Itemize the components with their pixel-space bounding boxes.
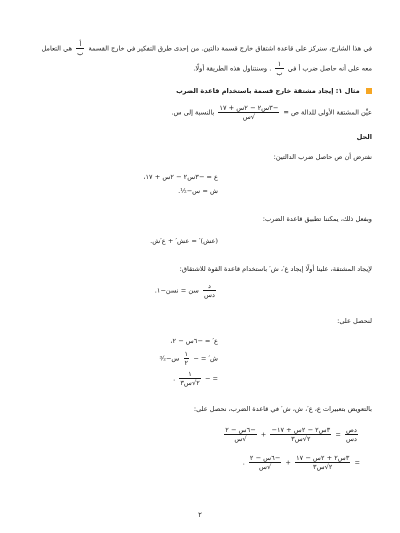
result-line-2: = $\frac{\text{٣س٢ + ٢س − ١٧}}{\text{٢√س٣}}$ + $\frac{\text{−٦س − ٢}}{\text{√س}}$ . — [242, 454, 360, 471]
fraction-numerator: −٦س − ٢ — [249, 454, 281, 462]
question-text-end: بالنسبة إلى س. — [171, 108, 215, 117]
h-prime-end: . — [173, 374, 176, 383]
fraction-numerator: أ — [76, 40, 84, 49]
result-2-term-a — [295, 454, 350, 471]
intro-text-2: معه على أنه حاصل ضرب أ في — [287, 64, 372, 73]
h-prime-step-2: = − $\frac{١}{\text{٢√س٣}}$ . — [173, 370, 218, 387]
g-prime: ع′ = −٦س − ٢، — [170, 337, 218, 345]
question-function-fraction — [218, 104, 279, 121]
fraction-denominator: √س — [234, 435, 247, 443]
result-1-term-b — [224, 426, 256, 443]
product-rule-formula: (عش)′ = عش′ + ع′ش. — [150, 237, 218, 245]
substitute-text: بالتعويض بتعبيرات ع، ع′، ش، ش′ في قاعدة الضرب، نحصل على: — [193, 405, 372, 413]
intro-line-1 — [28, 40, 372, 57]
h-prime-power: س−³⁄₂ — [159, 354, 180, 363]
h-prime-fraction — [179, 370, 200, 387]
page-number: ٢ — [198, 511, 202, 519]
fraction-denominator: √س — [258, 463, 272, 471]
fraction-denominator: ٢√س٣ — [180, 379, 200, 387]
power-rule-formula — [155, 282, 218, 299]
intro-fraction-a-over-b — [76, 40, 84, 57]
result-2-term-b — [249, 454, 281, 471]
fraction-denominator: دس — [204, 291, 215, 299]
fraction-numerator: دص — [346, 426, 357, 434]
fraction-denominator: دس — [346, 435, 357, 443]
fraction-numerator: ٣س٢ + ٢س − ١٧ — [296, 454, 350, 462]
h-prime-lhs: ش′ = − — [193, 354, 218, 363]
result-2-end: . — [242, 458, 245, 467]
fraction-numerator: ٣س٢ − ٢س + ١٧− — [271, 426, 331, 434]
fraction-numerator: ١ — [184, 350, 189, 358]
d-dx-operator — [203, 282, 216, 299]
question-text-start: عيِّن المشتقة الأولى للدالة ص = — [283, 108, 372, 117]
solution-assume: نفترض أن ص حاصل ضرب الدالتين: — [273, 153, 372, 161]
find-derivatives-text: لإيجاد المشتقة، علينا أولًا إيجاد ع′، ش′ باستخدام قاعدة القوة للاشتقاق: — [179, 265, 372, 273]
fraction-numerator: −٣س٢ − ٢س + ١٧ — [219, 104, 279, 112]
result-line-1: $\frac{\text{دص}}{\text{دس}}$ = $\frac{\text{٣س٢ − ٢س + ١٧−}}{\text{٢√س٣}}$ + $\frac{\text{−٦س − ٢}}{\text{√س}}$ — [225, 426, 357, 443]
fraction-denominator: ب — [276, 69, 283, 77]
h-prime-step-1 — [159, 350, 218, 367]
g-definition: ع = −٣س٢ − ٢س + ١٧، — [143, 173, 218, 181]
example-title — [28, 86, 372, 96]
result-1-term-a — [270, 426, 331, 443]
fraction-numerator: ١ — [179, 370, 200, 379]
fraction-denominator: ٢√س٣ — [313, 463, 333, 471]
example-title-text: مثال ١: إيجاد مشتقة خارج قسمة باستخدام قاعدة الضرب — [176, 87, 360, 95]
intro-fraction-1-over-b — [275, 60, 283, 77]
example-question — [28, 104, 372, 121]
fraction-denominator: ٢√س٣ — [291, 435, 311, 443]
fraction-numerator: ١ — [275, 60, 283, 69]
half-fraction — [184, 350, 190, 367]
intro-text-2-end: . وسنتناول هذه الطريقة أولًا. — [193, 64, 272, 73]
obtain-text: لنحصل على: — [337, 317, 372, 325]
intro-text-1: في هذا الشارح، سنركز على قاعدة اشتقاق خارج قسمة دالتين. من إحدى طرق التفكير في خارج القسمة — [88, 44, 372, 53]
fraction-numerator: د — [203, 282, 216, 291]
intro-line-2 — [28, 60, 372, 77]
power-rule-rhs: سن = نسن−١. — [154, 286, 199, 295]
fraction-numerator: −٦س − ٢ — [225, 426, 256, 434]
fraction-denominator: ٢ — [184, 359, 189, 367]
fraction-denominator: ب — [77, 49, 84, 57]
solution-heading: الحل — [356, 133, 372, 141]
fraction-denominator: √س — [242, 113, 255, 121]
intro-text-1-end: هي التعامل — [41, 44, 73, 53]
h-definition: ش = س−½. — [178, 187, 218, 195]
orange-square-bullet-icon — [366, 88, 372, 94]
dy-dx — [345, 426, 358, 443]
product-rule-intro: وبفعل ذلك، يمكننا تطبيق قاعدة الضرب: — [262, 215, 372, 223]
